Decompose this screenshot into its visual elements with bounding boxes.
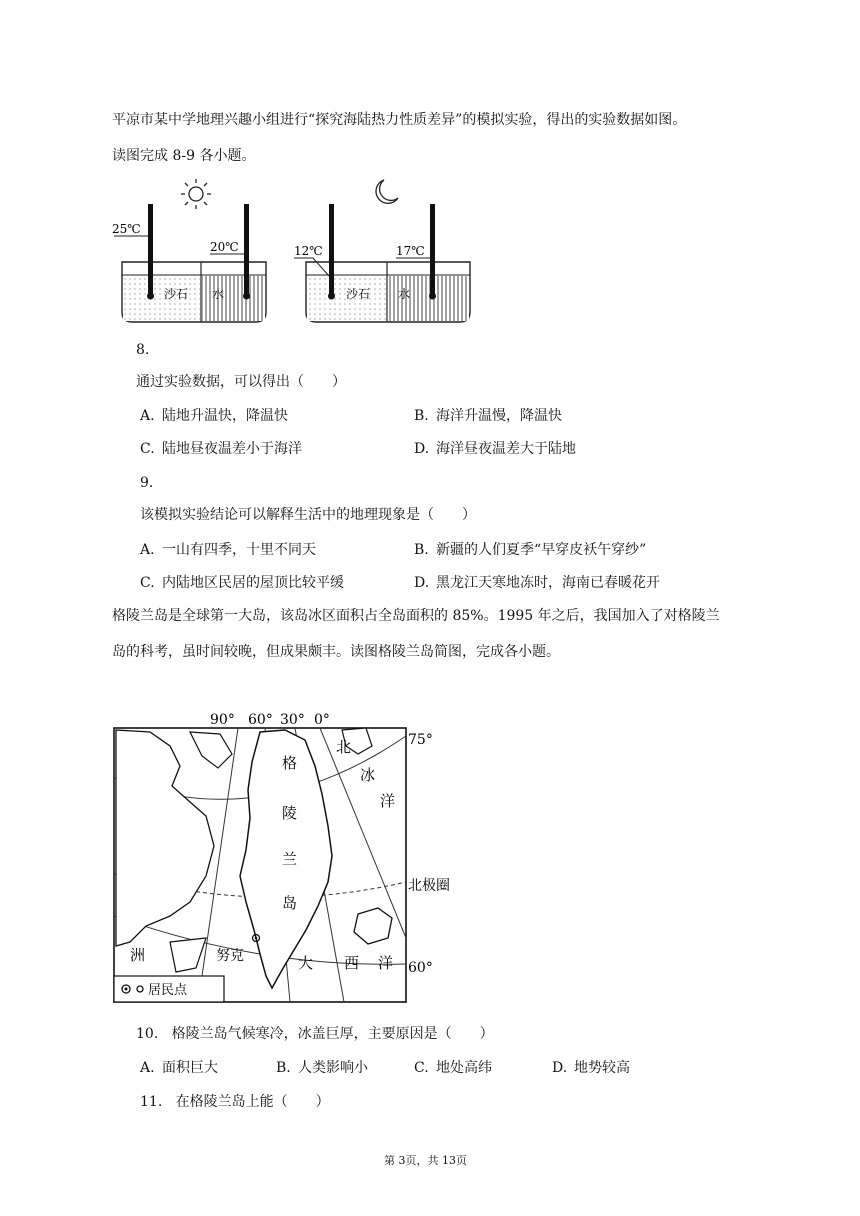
q10-number: 10.	[136, 1026, 159, 1042]
option-letter: C.	[140, 441, 155, 457]
option-text: 内陆地区民居的屋顶比较平缓	[162, 575, 344, 591]
island-name-char-4: 岛	[282, 894, 298, 912]
q11-line	[140, 1092, 330, 1112]
option-text: 海洋昼夜温差大于陆地	[436, 441, 576, 457]
atlantic-char-1: 大	[298, 954, 314, 972]
q8-option-c[interactable]	[140, 439, 302, 459]
night-water-label: 水	[398, 287, 411, 301]
intro2-line1: 格陵兰岛是全球第一大岛，该岛冰区面积占全岛面积的 85%。1995 年之后，我国加入了对格陵兰	[112, 608, 720, 624]
option-text: 陆地升温快，降温快	[162, 408, 288, 424]
arctic-circle-label: 北极圈	[408, 878, 450, 894]
intro1-line2: 读图完成 8-9 各小题。	[112, 148, 256, 164]
sun-icon	[181, 179, 211, 209]
option-letter: D.	[414, 575, 430, 591]
lon-60-label: 60°	[248, 712, 273, 728]
q8-option-d[interactable]	[414, 439, 576, 459]
q9-stem: 该模拟实验结论可以解释生活中的地理现象是（ ）	[140, 507, 476, 523]
option-text: 陆地昼夜温差小于海洋	[162, 441, 302, 457]
lon-90-label: 90°	[210, 712, 235, 728]
option-text: 面积巨大	[162, 1060, 218, 1076]
day-water-label: 水	[212, 287, 225, 301]
q8-option-b[interactable]	[414, 406, 562, 426]
option-letter: D.	[552, 1060, 568, 1076]
night-container	[294, 204, 470, 322]
lat-60-label: 60°	[408, 960, 433, 976]
q9-option-d[interactable]	[414, 573, 660, 593]
greenland-map	[110, 706, 450, 1006]
option-letter: A.	[140, 542, 155, 558]
day-water-temp: 20℃	[210, 240, 239, 254]
q8-stem: 通过实验数据，可以得出（ ）	[136, 374, 346, 390]
atlantic-char-3: 洋	[378, 954, 394, 972]
nuuk-label: 努克	[216, 948, 244, 964]
page-footer: 第 3页，共 13页	[384, 1154, 467, 1167]
q10-stem: 格陵兰岛气候寒冷，冰盖巨厚，主要原因是（ ）	[171, 1026, 494, 1042]
option-letter: D.	[414, 441, 430, 457]
option-text: 一山有四季，十里不同天	[162, 542, 316, 558]
option-letter: C.	[414, 1060, 429, 1076]
option-letter: B.	[276, 1060, 291, 1076]
intro2-line2: 岛的科考，虽时间较晚，但成果颇丰。读图格陵兰岛简图，完成各小题。	[112, 644, 560, 660]
lon-0-label: 0°	[314, 712, 330, 728]
q8-number: 8.	[136, 342, 150, 358]
day-sand-label: 沙石	[164, 287, 189, 301]
island-name-char-1: 格	[282, 754, 298, 772]
day-sand-temp: 25℃	[112, 222, 141, 236]
q9-number: 9.	[140, 475, 154, 491]
night-water-temp: 17℃	[396, 244, 425, 258]
option-text: 新疆的人们夏季“早穿皮袄午穿纱”	[436, 542, 647, 558]
continent-label: 洲	[130, 946, 146, 964]
q9-option-c[interactable]	[140, 573, 344, 593]
arctic-ocean-char-3: 洋	[380, 792, 396, 810]
lat-75-label: 75°	[408, 732, 433, 748]
q10-line	[136, 1024, 494, 1044]
option-letter: A.	[140, 1060, 155, 1076]
q10-option-a[interactable]	[140, 1058, 218, 1078]
island-name-char-2: 陵	[282, 804, 298, 822]
q8-option-a[interactable]	[140, 406, 288, 426]
option-text: 地处高纬	[436, 1060, 492, 1076]
q11-number: 11.	[140, 1094, 163, 1110]
q10-option-b[interactable]	[276, 1058, 368, 1078]
q9-option-a[interactable]	[140, 540, 316, 560]
q10-option-c[interactable]	[414, 1058, 492, 1078]
lon-30-label: 30°	[280, 712, 305, 728]
q11-stem: 在格陵兰岛上能（ ）	[175, 1094, 330, 1110]
island-name-char-3: 兰	[282, 850, 298, 868]
legend-label: 居民点	[148, 983, 188, 998]
night-sand-temp: 12℃	[294, 244, 323, 258]
option-letter: B.	[414, 408, 429, 424]
q9-option-b[interactable]	[414, 540, 646, 560]
experiment-figure	[108, 172, 478, 332]
intro1-line1: 平凉市某中学地理兴趣小组进行“探究海陆热力性质差异”的模拟实验，得出的实验数据如图。	[112, 112, 687, 128]
option-text: 黑龙江天寒地冻时，海南已春暖花开	[436, 575, 660, 591]
arctic-ocean-char-2: 冰	[360, 766, 376, 784]
q10-option-d[interactable]	[552, 1058, 630, 1078]
arctic-ocean-char-1: 北	[336, 738, 352, 756]
night-sand-label: 沙石	[346, 287, 371, 301]
atlantic-char-2: 西	[344, 954, 360, 972]
option-letter: A.	[140, 408, 155, 424]
option-letter: B.	[414, 542, 429, 558]
option-text: 地势较高	[574, 1060, 630, 1076]
moon-icon	[376, 180, 398, 203]
option-letter: C.	[140, 575, 155, 591]
option-text: 海洋升温慢，降温快	[436, 408, 562, 424]
option-text: 人类影响小	[298, 1060, 368, 1076]
